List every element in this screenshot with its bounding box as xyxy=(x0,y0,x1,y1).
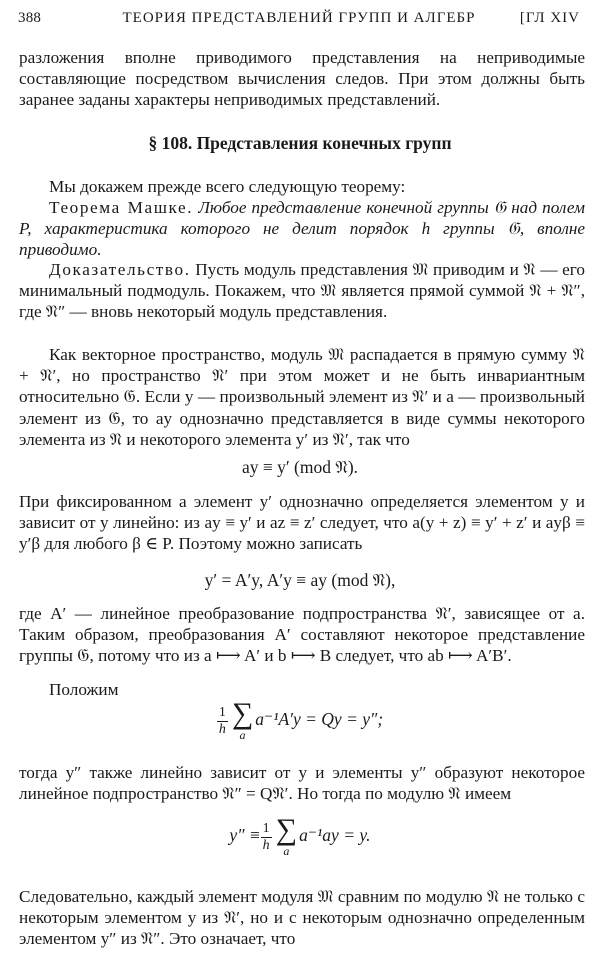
paragraph-fixed-a: При фиксированном a элемент y′ однозначно определяется элементом y и зависит от y линейно: из ay ≡ y′ и az ≡ z′ следует, что a(y + z) ≡ y′ + z′ и ayβ ≡ y′β для любого β ∈ P. Поэтому можно записать xyxy=(19,492,585,554)
fraction: $\frac{1}{h}$ xyxy=(218,704,226,737)
formula-linear-map: y′ = A′y, A′y ≡ ay (mod 𝔑), xyxy=(204,570,396,590)
theorem-label: Теорема Машке. xyxy=(49,198,194,217)
formula-averaging xyxy=(0,697,600,742)
paragraph-representation: где A′ — линейное преобразование подпространства 𝔑′, зависящее от a. Таким образом, преобразования A′ составляют некоторое представление группы 𝔊, потому что из a ⟼ A′ и b ⟼ B следует, что ab ⟼ A′B′. xyxy=(19,604,585,666)
formula-rest: a⁻¹ay = y. xyxy=(299,825,371,846)
proof-label: Доказательство. xyxy=(49,260,191,279)
paragraph-consequently: Следовательно, каждый элемент модуля 𝔐 сравним по модулю 𝔑 не только с некоторым элементом y из 𝔑′, но и с некоторым однозначно определенным элементом y″ из 𝔑″. Это означает, что xyxy=(19,887,585,949)
proof-block xyxy=(19,259,585,323)
summation: ∑ a xyxy=(231,697,254,742)
formula-mod-n xyxy=(0,813,600,858)
running-head xyxy=(18,10,580,34)
paragraph-set: Положим xyxy=(49,680,119,699)
running-title: ТЕОРИЯ ПРЕДСТАВЛЕНИЙ ГРУПП И АЛГЕБР xyxy=(122,10,476,26)
paragraph-intro: разложения вполне приводимого представления на неприводимые составляющие посредством вычисления следов. При этом должны быть заранее заданы характеры неприводимых представлений. xyxy=(19,48,585,110)
section-heading: § 108. Представления конечных групп xyxy=(148,133,452,153)
formula-rest: a⁻¹A′y = Qy = y″; xyxy=(255,709,384,730)
chapter-label: [ГЛ XIV xyxy=(519,10,580,26)
formula-left: y″ ≡ xyxy=(229,825,261,846)
formula-congruence: ay ≡ y′ (mod 𝔑). xyxy=(241,457,359,477)
summation: ∑ a xyxy=(275,813,298,858)
proof-text: Пусть модуль представления 𝔐 приводим и 𝔑 — его минимальный подмодуль. Покажем, что 𝔐 является прямой суммой 𝔑 + 𝔑″, где 𝔑″ — вновь некоторый модуль представления. xyxy=(19,260,586,322)
paragraph-then: тогда y″ также линейно зависит от y и элементы y″ образуют некоторое линейное подпространство 𝔑″ = Q𝔑′. Но тогда по модулю 𝔑 имеем xyxy=(19,763,585,804)
fraction: $\frac{1}{h}$ xyxy=(262,820,270,853)
theorem-block xyxy=(19,197,585,261)
paragraph-vector-space: Как векторное пространство, модуль 𝔐 распадается в прямую сумму 𝔑 + 𝔑′, но пространство 𝔑′ при этом может и не быть инвариантным относительно 𝔊. Если y — произвольный элемент из 𝔑′ и a — произвольный элемент из 𝔊, то ay однозначно представляется в виде суммы некоторого элемента из 𝔑 и некоторого элемента y′ из 𝔑′, так что xyxy=(19,345,585,449)
theorem-text: Любое представление конечной группы 𝔊 над полем P, характеристика которого не делит порядок h группы 𝔊, вполне приводимо. xyxy=(19,198,585,260)
page-number: 388 xyxy=(18,10,42,26)
paragraph-lead: Мы докажем прежде всего следующую теорему: xyxy=(49,177,406,196)
